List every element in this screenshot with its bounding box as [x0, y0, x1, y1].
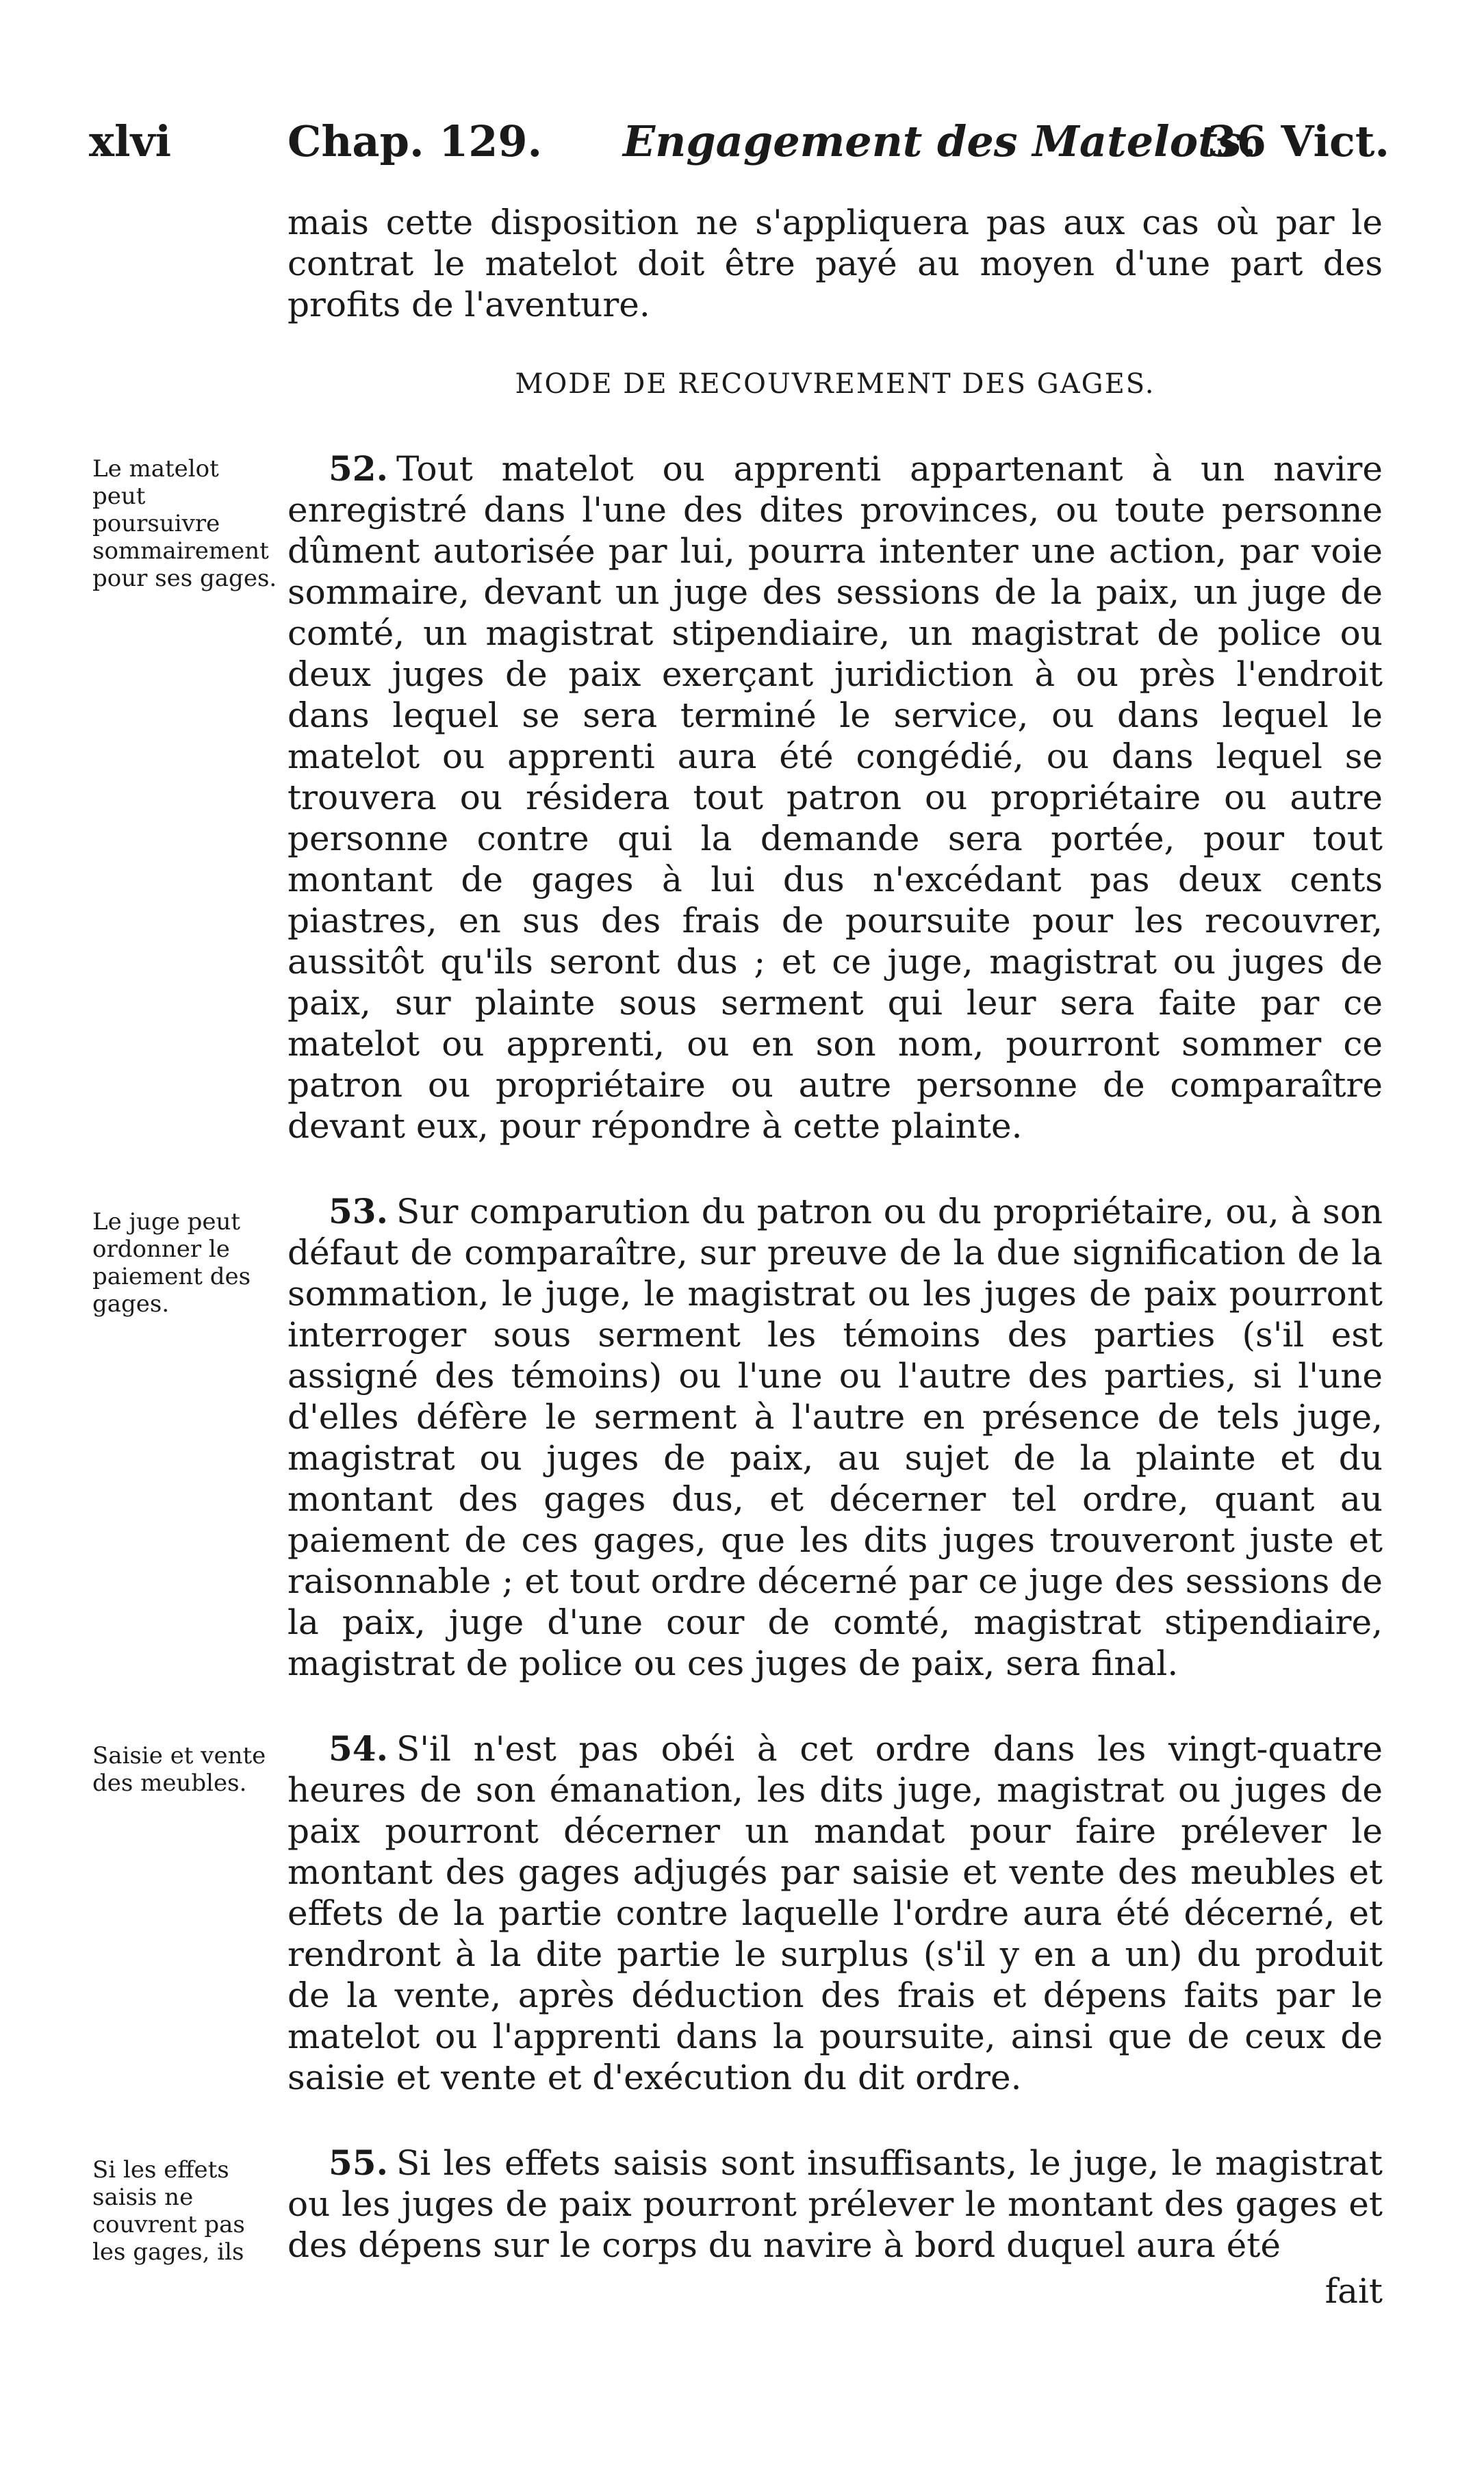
section-52	[287, 448, 1383, 1147]
chapter-label: Chap. 129.	[287, 116, 543, 166]
section-number-53: 53.	[329, 1191, 388, 1231]
catchword: fait	[1325, 2271, 1383, 2311]
running-title: Engagement des Matelots.	[623, 116, 1257, 166]
margin-note-53: Le juge peut ordonner le paiement des gages.	[92, 1208, 251, 1318]
page-number: xlvi	[89, 116, 172, 166]
intro-paragraph: mais cette disposition ne s'appliquera pas aux cas où par le contrat le matelot doit être payé au moyen d'une part des profits de l'aventure.	[287, 203, 1383, 324]
section-number-52: 52.	[329, 448, 388, 489]
regnal-year: 36 Vict.	[1207, 116, 1390, 166]
section-heading: MODE DE RECOUVREMENT DES GAGES.	[515, 368, 1155, 400]
margin-note-54: Saisie et vente des meubles.	[92, 1742, 266, 1797]
section-53	[287, 1191, 1383, 1684]
margin-note-52: Le matelot peut poursuivre sommairement pour ses gages.	[92, 455, 277, 592]
margin-note-55: Si les effets saisis ne couvrent pas les gages, ils	[92, 2156, 245, 2266]
section-55-text: Si les effets saisis sont insuffisants, le juge, le magistrat ou les juges de paix pourront prélever le montant des gages et des dépens sur le corps du navire à bord duquel aura été	[287, 2143, 1383, 2265]
section-54-text: S'il n'est pas obéi à cet ordre dans les vingt-quatre heures de son émanation, les dits juge, magistrat ou juges de paix pourront décerner un mandat pour faire prélever le montant des gages adjugés par saisie et vente des meubles et effets de la partie contre laquelle l'ordre aura été décerné, et rendront à la dite partie le surplus (s'il y en a un) du produit de la vente, après déduction des frais et dépens faits par le matelot ou l'apprenti dans la poursuite, ainsi que de ceux de saisie et vente et d'exécution du dit ordre.	[287, 1729, 1383, 2097]
section-number-54: 54.	[329, 1728, 388, 1769]
running-header	[89, 116, 1390, 171]
section-number-55: 55.	[329, 2143, 388, 2183]
section-53-text: Sur comparution du patron ou du propriétaire, ou, à son défaut de comparaître, sur preuve de la due signification de la sommation, le juge, le magistrat ou les juges de paix pourront interroger sous serment les témoins des parties (s'il est assigné des témoins) ou l'une ou l'autre des parties, si l'une d'elles défère le serment à l'autre en présence de tels juge, magistrat ou juges de paix, au sujet de la plainte et du montant des gages dus, et décerner tel ordre, quant au paiement de ces gages, que les dits juges trouveront juste et raisonnable ; et tout ordre décerné par ce juge des sessions de la paix, juge d'une cour de comté, magistrat stipendiaire, magistrat de police ou ces juges de paix, sera final.	[287, 1192, 1383, 1683]
section-54	[287, 1728, 1383, 2098]
section-52-text: Tout matelot ou apprenti appartenant à un navire enregistré dans l'une des dites provinces, ou toute personne dûment autorisée par lui, pourra intenter une action, par voie sommaire, devant un juge des sessions de la paix, un juge de comté, un magistrat stipendiaire, un magistrat de police ou deux juges de paix exerçant juridiction à ou près l'endroit dans lequel se sera terminé le service, ou dans lequel le matelot ou apprenti aura été congédié, ou dans lequel se trouvera ou résidera tout patron ou propriétaire ou autre personne contre qui la demande sera portée, pour tout montant de gages à lui dus n'excédant pas deux cents piastres, en sus des frais de poursuite pour les recouvrer, aussitôt qu'ils seront dus ; et ce juge, magistrat ou juges de paix, sur plainte sous serment qui leur sera faite par ce matelot ou apprenti, ou en son nom, pourront sommer ce patron ou propriétaire ou autre personne de comparaître devant eux, pour répondre à cette plainte.	[287, 449, 1383, 1146]
section-55	[287, 2143, 1383, 2266]
